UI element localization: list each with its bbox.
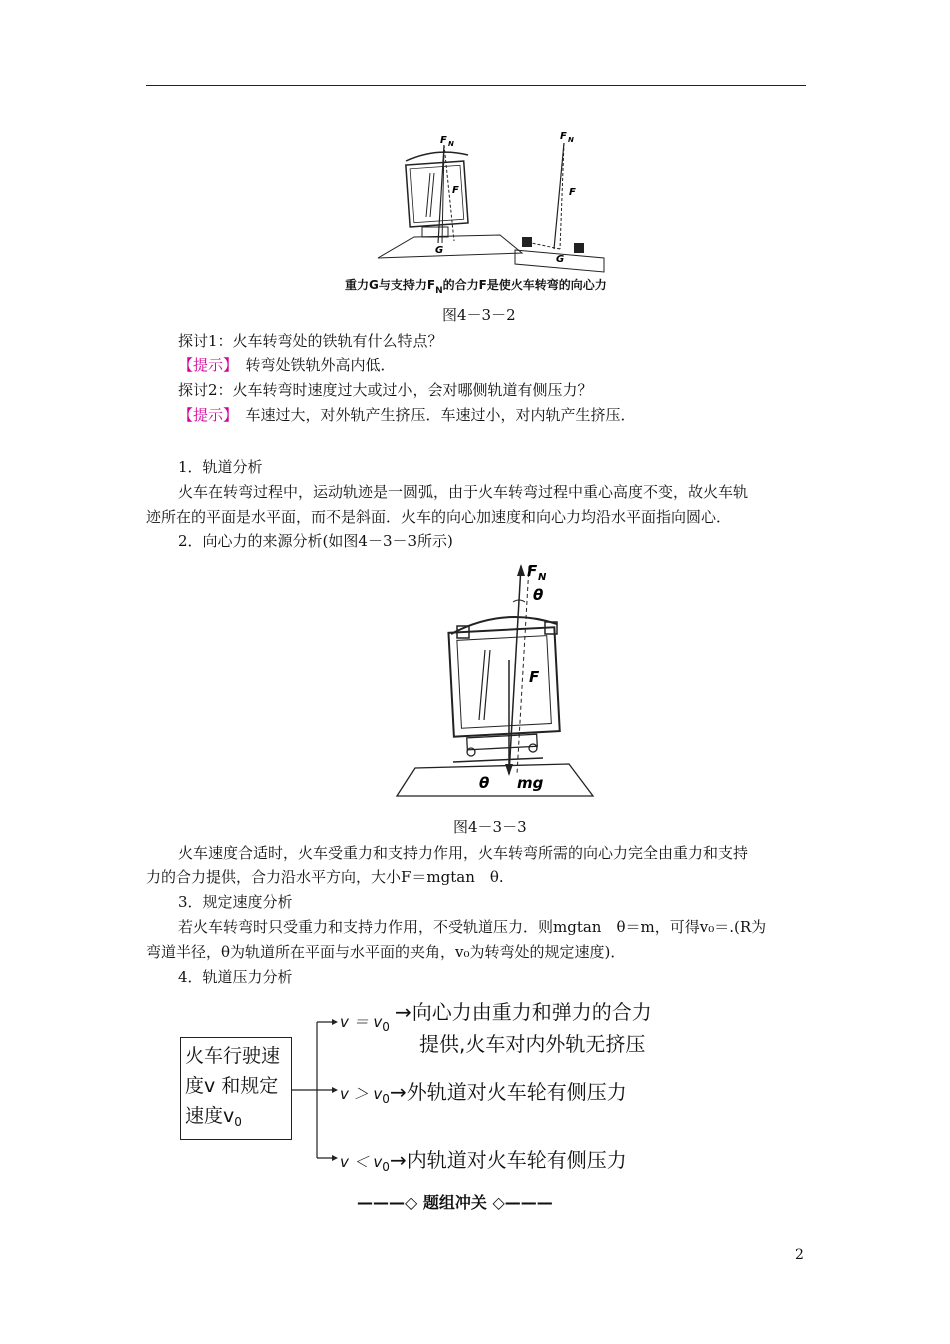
fig2-label-fn: F bbox=[527, 562, 538, 580]
section2-heading: 2．向心力的来源分析(如图4－3－3所示) bbox=[178, 532, 453, 550]
fig1-label-f-right: F bbox=[569, 187, 576, 198]
flow-connectors bbox=[292, 1010, 342, 1170]
fig1-label-fn-sub: N bbox=[448, 140, 454, 148]
section4-heading: 4．轨道压力分析 bbox=[178, 968, 293, 986]
section1-line1: 火车在转弯过程中，运动轨迹是一圆弧，由于火车转弯过程中重心高度不变，故火车轨 bbox=[178, 483, 749, 501]
figure-4-3-2 bbox=[372, 125, 612, 275]
flow-branch-less: $v < v_0\to$内轨道对火车轮有侧压力 bbox=[340, 1148, 627, 1174]
discuss-a2: 【提示】 车速过大，对外轨产生挤压．车速过小，对内轨产生挤压． bbox=[178, 406, 636, 424]
para2-line1: 火车速度合适时，火车受重力和支持力作用，火车转弯所需的向心力完全由重力和支持 bbox=[178, 844, 749, 862]
fig1-label-fn-right-sub: N bbox=[568, 136, 574, 144]
fig1-label-g: G bbox=[435, 245, 444, 256]
figure-4-3-3 bbox=[393, 560, 598, 800]
header-rule bbox=[146, 85, 806, 86]
fig1-label-fn-right: F bbox=[560, 131, 567, 142]
section3-line2: 弯道半径，θ为轨道所在平面与水平面的夹角，v₀为转弯处的规定速度)． bbox=[146, 943, 626, 961]
section-title-problems: ———◇ 题组冲关 ◇——— bbox=[357, 1193, 553, 1212]
discuss-q2: 探讨2：火车转弯时速度过大或过小，会对哪侧轨道有侧压力？ bbox=[178, 381, 593, 399]
fig1-bold-caption: 重力G与支持力$F_N$的合力F是使火车转弯的向心力 bbox=[345, 278, 607, 296]
flow-branch-equal-text1: →向心力由重力和弹力的合力 bbox=[395, 1000, 652, 1024]
section1-line2: 迹所在的平面是水平面，而不是斜面．火车的向心加速度和向心力均沿水平面指向圆心． bbox=[146, 508, 732, 526]
flow-branch-equal: $v = v_0$ bbox=[340, 1013, 390, 1034]
fig1-label-f: F bbox=[452, 185, 459, 196]
fig2-label-f: F bbox=[529, 668, 540, 686]
discuss-q1: 探讨1：火车转弯处的铁轨有什么特点？ bbox=[178, 332, 443, 350]
fig2-label-theta-top: θ bbox=[533, 586, 544, 604]
para2-line2: 力的合力提供，合力沿水平方向，大小F＝mgtan θ. bbox=[146, 868, 504, 886]
discuss-a1: 【提示】 转弯处铁轨外高内低． bbox=[178, 356, 396, 374]
hint-tag: 【提示】 bbox=[178, 406, 231, 424]
flow-source-box bbox=[180, 1037, 292, 1140]
section1-heading: 1．轨道分析 bbox=[178, 458, 263, 476]
fig1-caption: 图4－3－2 bbox=[442, 306, 516, 324]
flow-box-line2: 度v 和规定 bbox=[185, 1075, 279, 1097]
fig2-label-theta-bottom: θ bbox=[479, 774, 490, 792]
flow-branch-equal-text2: 提供,火车对内外轨无挤压 bbox=[419, 1032, 646, 1056]
fig1-label-fn: F bbox=[440, 135, 447, 146]
hint-tag: 【提示】 bbox=[178, 356, 231, 374]
fig2-label-mg: mg bbox=[517, 774, 544, 792]
page-number: 2 bbox=[795, 1247, 804, 1263]
section3-heading: 3．规定速度分析 bbox=[178, 893, 293, 911]
fig1-label-g-right: G bbox=[556, 254, 565, 265]
flow-branch-greater: $v > v_0\to$外轨道对火车轮有侧压力 bbox=[340, 1080, 627, 1106]
section3-line1: 若火车转弯时只受重力和支持力作用，不受轨道压力．则mgtan θ＝m，可得v₀＝.(R为 bbox=[178, 918, 767, 936]
flow-box-line1: 火车行驶速 bbox=[185, 1045, 281, 1067]
fig2-caption: 图4－3－3 bbox=[453, 818, 527, 836]
flow-box-line3: 速度$v_0$ bbox=[185, 1105, 242, 1129]
fig2-label-fn-sub: N bbox=[538, 572, 547, 583]
